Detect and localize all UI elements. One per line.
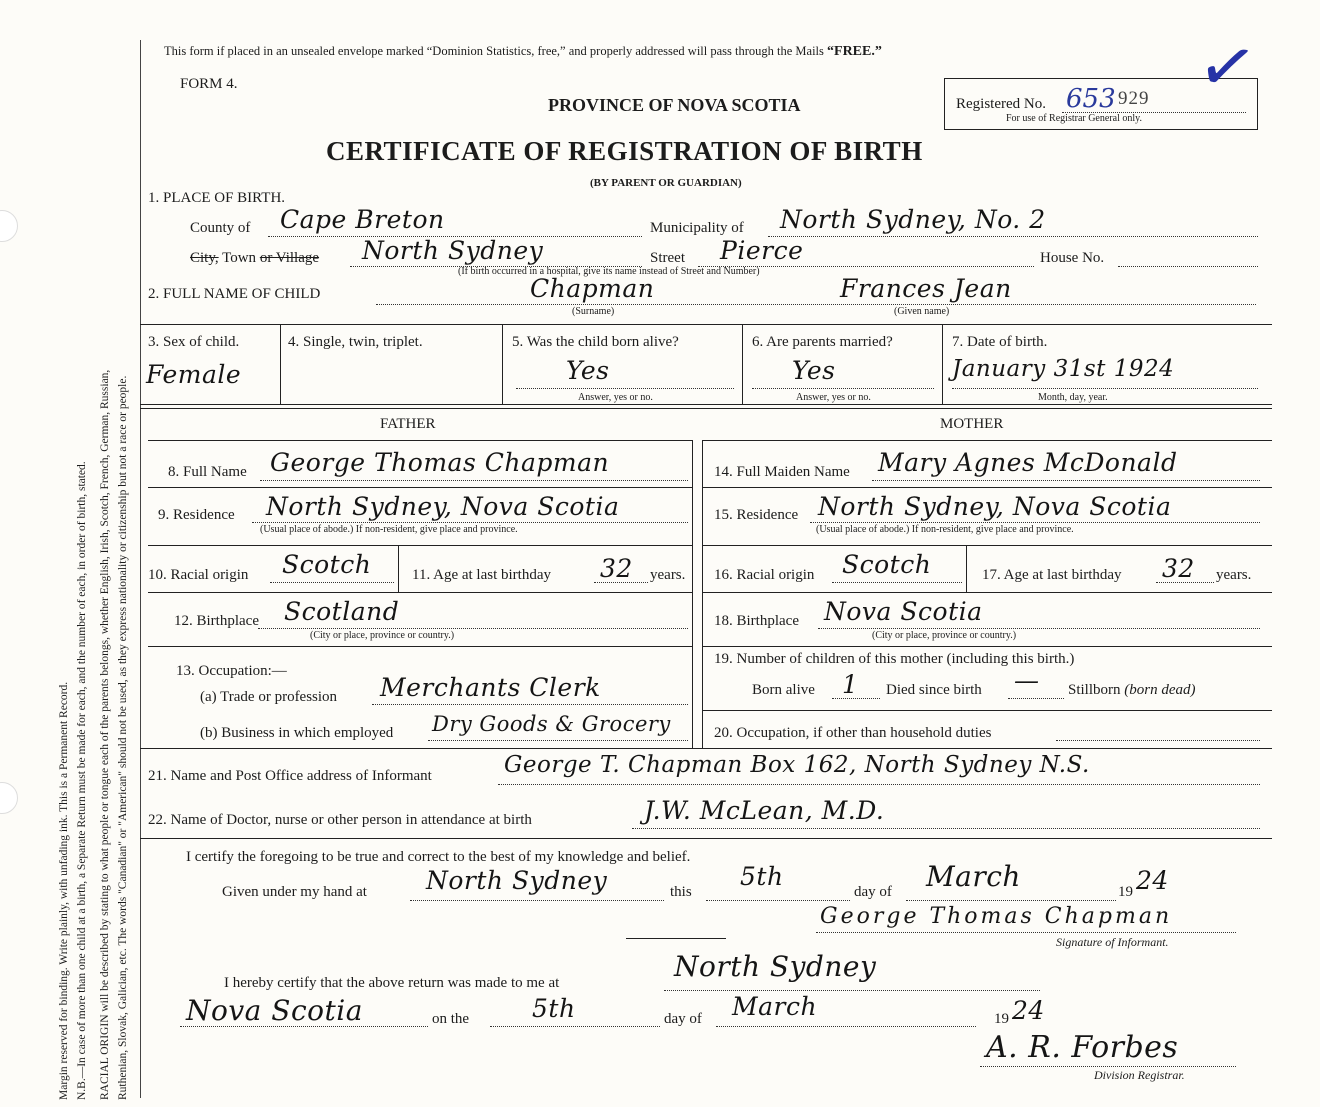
children-count-label: 19. Number of children of this mother (including this birth.) <box>714 651 1075 667</box>
given-year-prefix: 19 <box>1118 884 1133 900</box>
certify-statement: I certify the foregoing to be true and correct to the best of my knowledge and belief. <box>186 849 691 865</box>
single-twin-label: 4. Single, twin, triplet. <box>288 334 423 350</box>
street-label: Street <box>650 250 685 266</box>
child-name-label: 2. FULL NAME OF CHILD <box>148 286 321 302</box>
check-mark-icon: ✓ <box>1191 25 1263 112</box>
died-since-birth-value: — <box>1014 666 1040 695</box>
house-label: House No. <box>1040 250 1105 266</box>
father-age-label: 11. Age at last birthday <box>412 567 551 583</box>
trade-label: (a) Trade or profession <box>200 689 338 705</box>
mother-occupation-label: 20. Occupation, if other than household duties <box>714 725 992 741</box>
margin-note-racial-cont: Ruthenian, Slovak, Galician, etc. The words "Canadian" or "American" should not be used, as they express nationality or citizenship but not a race or people. <box>117 375 129 1100</box>
mother-heading: MOTHER <box>940 416 1004 432</box>
mother-age-label: 17. Age at last birthday <box>982 567 1122 583</box>
father-name-label: 8. Full Name <box>168 464 247 480</box>
born-alive-q-label: 5. Was the child born alive? <box>512 334 679 350</box>
mother-residence-caption: (Usual place of abode.) If non-resident, give place and province. <box>816 524 1074 535</box>
mother-birthplace-caption: (City or place, province or country.) <box>872 630 1017 641</box>
county-label: County of <box>190 220 251 236</box>
mother-birthplace-label: 18. Birthplace <box>714 613 799 629</box>
born-alive-q-caption: Answer, yes or no. <box>578 392 653 403</box>
dob-value: January 31st 1924 <box>952 356 1175 382</box>
informant-label: 21. Name and Post Office address of Informant <box>148 768 432 784</box>
child-surname: Chapman <box>530 274 655 303</box>
born-alive-label: Born alive <box>752 682 815 698</box>
registrar-statement: I hereby certify that the above return was made to me at <box>224 975 560 991</box>
given-place-value: North Sydney <box>426 866 608 895</box>
father-racial-value: Scotch <box>282 550 372 579</box>
mother-residence-value: North Sydney, Nova Scotia <box>818 492 1172 521</box>
married-value: Yes <box>792 356 836 385</box>
registrar-year-value: 24 <box>1012 996 1045 1025</box>
surname-caption: (Surname) <box>572 306 615 317</box>
mother-birthplace-value: Nova Scotia <box>824 597 983 626</box>
father-residence-label: 9. Residence <box>158 507 235 523</box>
father-name-value: George Thomas Chapman <box>270 448 610 477</box>
father-birthplace-label: 12. Birthplace <box>174 613 259 629</box>
doctor-label: 22. Name of Doctor, nurse or other person in attendance at birth <box>148 812 532 828</box>
registrar-note: For use of Registrar General only. <box>1006 113 1142 124</box>
informant-signature: George Thomas Chapman <box>820 904 1173 929</box>
margin-note-nb: N.B.—In case of more than one child at a birth, a Separate Return must be made for each, and the number of each, in order of birth, stated. <box>76 461 88 1100</box>
given-day-value: 5th <box>740 862 784 891</box>
informant-value: George T. Chapman Box 162, North Sydney N.S. <box>504 752 1090 778</box>
mother-name-value: Mary Agnes McDonald <box>878 448 1178 477</box>
registrar-signature: A. R. Forbes <box>986 1030 1179 1065</box>
given-under-label: Given under my hand at <box>222 884 367 900</box>
mail-notice: This form if placed in an unsealed envelope marked “Dominion Statistics, free,” and properly addressed will pass through the Mails “FREE.” <box>164 44 882 59</box>
dob-caption: Month, day, year. <box>1038 392 1108 403</box>
margin-note-binding: Margin reserved for binding. Write plainly, with unfading ink. This is a Permanent Record. <box>58 681 70 1100</box>
occupation-label: 13. Occupation:— <box>176 663 287 679</box>
sex-value: Female <box>146 360 242 389</box>
town-label: City, Town or Village <box>190 250 320 266</box>
given-year-value: 24 <box>1136 866 1169 895</box>
place-of-birth-label: 1. PLACE OF BIRTH. <box>148 190 286 206</box>
province-heading: PROVINCE OF NOVA SCOTIA <box>548 95 801 115</box>
mother-racial-label: 16. Racial origin <box>714 567 815 583</box>
on-the-label: on the <box>432 1011 470 1027</box>
binding-hole-bottom <box>0 782 18 814</box>
registrar-day-of-label: day of <box>664 1011 702 1027</box>
hospital-note: (If birth occurred in a hospital, give its name instead of Street and Number) <box>458 266 760 277</box>
child-given-name: Frances Jean <box>840 274 1012 303</box>
form-number: FORM 4. <box>180 76 238 92</box>
stillborn-label: Stillborn (born dead) <box>1068 682 1196 698</box>
town-value: North Sydney <box>362 236 544 265</box>
trade-value: Merchants Clerk <box>380 673 601 702</box>
mother-residence-label: 15. Residence <box>714 507 799 523</box>
registrar-province-value: Nova Scotia <box>186 994 363 1027</box>
municipality-value: North Sydney, No. 2 <box>780 205 1046 234</box>
this-label: this <box>670 884 692 900</box>
registered-number: 653 <box>1066 84 1116 114</box>
father-residence-value: North Sydney, Nova Scotia <box>266 492 620 521</box>
mother-age-value: 32 <box>1162 554 1195 583</box>
father-age-value: 32 <box>600 554 633 583</box>
margin-note-racial: RACIAL ORIGIN will be described by stating to what people or tongue each of the parents belongs, whether English, Irish, Scotch, French, German, Russian, <box>99 369 111 1100</box>
signature-caption: Signature of Informant. <box>1056 935 1169 949</box>
street-value: Pierce <box>720 236 804 265</box>
given-month-value: March <box>926 860 1021 893</box>
business-label: (b) Business in which employed <box>200 725 394 741</box>
dob-label: 7. Date of birth. <box>952 334 1048 350</box>
county-value: Cape Breton <box>280 205 445 234</box>
father-years-label: years. <box>650 567 686 583</box>
sex-label: 3. Sex of child. <box>148 334 240 350</box>
municipality-label: Municipality of <box>650 220 744 236</box>
binding-hole-top <box>0 210 18 242</box>
mother-name-label: 14. Full Maiden Name <box>714 464 850 480</box>
given-caption: (Given name) <box>894 306 950 317</box>
father-racial-label: 10. Racial origin <box>148 567 249 583</box>
mother-years-label: years. <box>1216 567 1252 583</box>
registered-stamp: 929 <box>1118 88 1150 109</box>
mother-racial-value: Scotch <box>842 550 932 579</box>
died-since-birth-label: Died since birth <box>886 682 982 698</box>
registrar-month-value: March <box>732 992 818 1021</box>
father-residence-caption: (Usual place of abode.) If non-resident, give place and province. <box>260 524 518 535</box>
married-caption: Answer, yes or no. <box>796 392 871 403</box>
page-title: CERTIFICATE OF REGISTRATION OF BIRTH <box>326 136 923 166</box>
registrar-year-prefix: 19 <box>994 1011 1009 1027</box>
father-heading: FATHER <box>380 416 436 432</box>
registrar-day-value: 5th <box>532 994 576 1023</box>
born-alive-value: 1 <box>842 670 859 699</box>
page-subtitle: (BY PARENT OR GUARDIAN) <box>590 177 742 189</box>
born-alive-q-value: Yes <box>566 356 610 385</box>
registered-label: Registered No. <box>956 96 1046 112</box>
business-value: Dry Goods & Grocery <box>432 712 671 736</box>
registrar-caption: Division Registrar. <box>1094 1068 1185 1082</box>
day-of-label: day of <box>854 884 892 900</box>
father-birthplace-caption: (City or place, province or country.) <box>310 630 455 641</box>
father-birthplace-value: Scotland <box>284 597 400 626</box>
married-label: 6. Are parents married? <box>752 334 893 350</box>
doctor-value: J.W. McLean, M.D. <box>644 796 885 825</box>
registrar-place-value: North Sydney <box>674 950 877 983</box>
